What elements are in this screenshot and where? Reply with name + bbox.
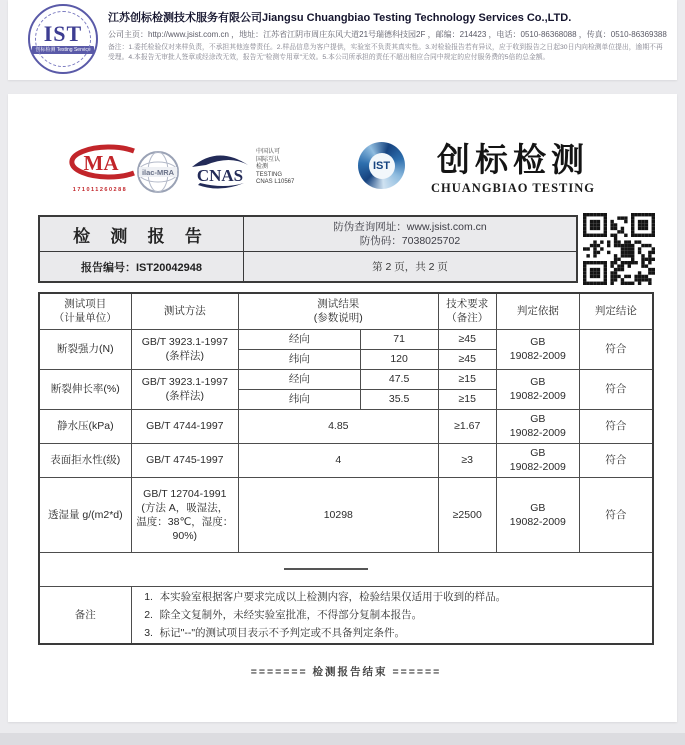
cell-direction: 经向 [239,369,361,389]
cell-value: 35.5 [360,389,438,409]
antifake-qr-code [583,213,655,285]
test-results-table [38,292,654,645]
seal-inner-ring [35,11,91,67]
company-name: 江苏创标检测技术服务有限公司Jiangsu Chuangbiao Testing Technology Services Co.,LTD. [108,12,572,24]
remark-item: 1. 本实验室根据客户要求完成以上检测内容，检验结果仅适用于收到的样品。 [144,590,507,603]
company-contact-info: 公司主页：http://www.jsist.com.cn ，地址：江苏省江阴市周庄东风大道21号瑞德科技园2F ，邮编：214423 ，电话：0510-86368088 ，传真：0510-86369388 [108,30,667,39]
remarks-label: 备注 [39,586,131,644]
remarks-content [131,586,653,644]
cell-verdict: 符合 [579,443,653,477]
cell-item: 表面拒水性(级) [39,443,131,477]
row-moisture-permeability [39,477,653,552]
cell-verdict: 符合 [579,477,653,552]
cell-item: 断裂伸长率(%) [39,369,131,409]
antifake-info [244,217,576,252]
svg-text:CNAS: CNAS [196,166,244,185]
cell-verdict: 符合 [579,369,653,409]
brand-name-chinese: 创标检测 [437,143,589,179]
cell-method: GB/T 12704-1991 (方法 A，吸湿法， 温度：38℃，湿度： 90%) [131,477,238,552]
page-bottom-strip [0,733,685,745]
cell-requirement: ≥45 [438,329,496,349]
cell-value: 4 [239,443,439,477]
svg-text:MA: MA [83,151,119,175]
cell-value: 120 [360,349,438,369]
row-break-elongation-warp [39,369,653,389]
seal-subtitle: 创标检测 Testing Service [32,46,93,54]
report-title: 检 测 报 告 [40,217,244,252]
cell-item: 透湿量 g/(m2*d) [39,477,131,552]
brand-block [423,143,603,196]
cell-value: 47.5 [360,369,438,389]
cnas-desc-line: 国际互认 [256,156,281,163]
cell-method: GB/T 4744-1997 [131,409,238,443]
brand-name-english: CHUANGBIAO TESTING [431,181,595,195]
cell-item: 静水压(kPa) [39,409,131,443]
letterhead-card [8,0,677,80]
cell-requirement: ≥1.67 [438,409,496,443]
cell-requirement: ≥3 [438,443,496,477]
cma-accreditation-logo [60,144,140,193]
row-remarks [39,586,653,644]
header-requirement: 技术要求 （备注） [438,293,496,329]
page-indicator: 第 2 页，共 2 页 [372,261,448,273]
header-basis: 判定依据 [496,293,579,329]
cma-mark-icon [60,144,140,180]
cell-requirement: ≥2500 [438,477,496,552]
cell-method: GB/T 4745-1997 [131,443,238,477]
cell-basis: GB 19082-2009 [496,443,579,477]
cell-value: 4.85 [239,409,439,443]
cell-direction: 纬向 [239,389,361,409]
cell-empty-dash [39,552,653,586]
svg-text:ilac-MRA: ilac-MRA [141,168,175,177]
cell-direction: 经向 [239,329,361,349]
company-block [108,11,668,63]
header-verdict: 判定结论 [579,293,653,329]
cnas-desc-line: TESTING [256,171,283,178]
cell-basis: GB 19082-2009 [496,477,579,552]
report-end-marker: ======= 检测报告结束 ====== [250,666,442,678]
no-judgement-dash [284,568,368,570]
ist-logo-text: IST [369,153,395,179]
cnas-cert-number: CNAS L10567 [256,179,295,185]
cell-value: 10298 [239,477,439,552]
cell-item: 断裂强力(N) [39,329,131,369]
cell-method: GB/T 3923.1-1997 (条样法) [131,369,238,409]
antifake-url: 防伪查询网址：www.jsist.com.cn [333,221,487,233]
row-empty-placeholder [39,552,653,586]
cell-basis: GB 19082-2009 [496,409,579,443]
seal-ist-text: IST [43,21,83,46]
remark-item: 3. 标记"--"的测试项目表示不予判定或不具备判定条件。 [144,626,406,639]
cell-value: 71 [360,329,438,349]
cell-requirement: ≥15 [438,369,496,389]
cnas-logo-icon [188,151,252,191]
cell-verdict: 符合 [579,409,653,443]
cnas-desc-line: 中国认可 [256,149,281,155]
ilac-mra-logo-icon [136,150,180,194]
cell-direction: 纬向 [239,349,361,369]
row-water-repellency [39,443,653,477]
cell-verdict: 符合 [579,329,653,369]
report-page [8,94,677,722]
row-break-strength-warp [39,329,653,349]
header-method: 测试方法 [131,293,238,329]
antifake-code: 防伪码：7038025702 [359,235,461,247]
report-number: 报告编号：IST20042948 [40,252,244,281]
report-title-bar [38,215,578,283]
cell-method: GB/T 3923.1-1997 (条样法) [131,329,238,369]
ist-brand-logo [358,142,405,189]
cell-requirement: ≥15 [438,389,496,409]
row-hydrostatic-pressure [39,409,653,443]
header-result: 测试结果 (参数说明) [239,293,439,329]
cnas-description [256,149,294,187]
company-disclaimer: 备注：1.委托检验仅对来样负责，不承担其他连带责任。2.样品信息为客户提供，实验室不负责其真实性。3.对检验报告若有异议，应于收到报告之日起30日内向检测单位提出，逾期不再受理。4.本报告无审批人签章或经涂改无效，报告无"检测专用章"无效。5.本公司所承担的责任不超出相应合同中规定的应付服务费的5倍的总金额。 [108,44,663,61]
ist-seal-logo [28,4,98,74]
cell-basis: GB 19082-2009 [496,369,579,409]
remark-item: 2. 除全文复制外，未经实验室批准，不得部分复制本报告。 [144,608,423,621]
cma-cert-number: 171011260288 [72,187,128,193]
cell-requirement: ≥45 [438,349,496,369]
cnas-desc-line: 检测 [256,164,269,170]
header-item: 测试项目 （计量单位） [39,293,131,329]
table-header-row [39,293,653,329]
cell-basis: GB 19082-2009 [496,329,579,369]
